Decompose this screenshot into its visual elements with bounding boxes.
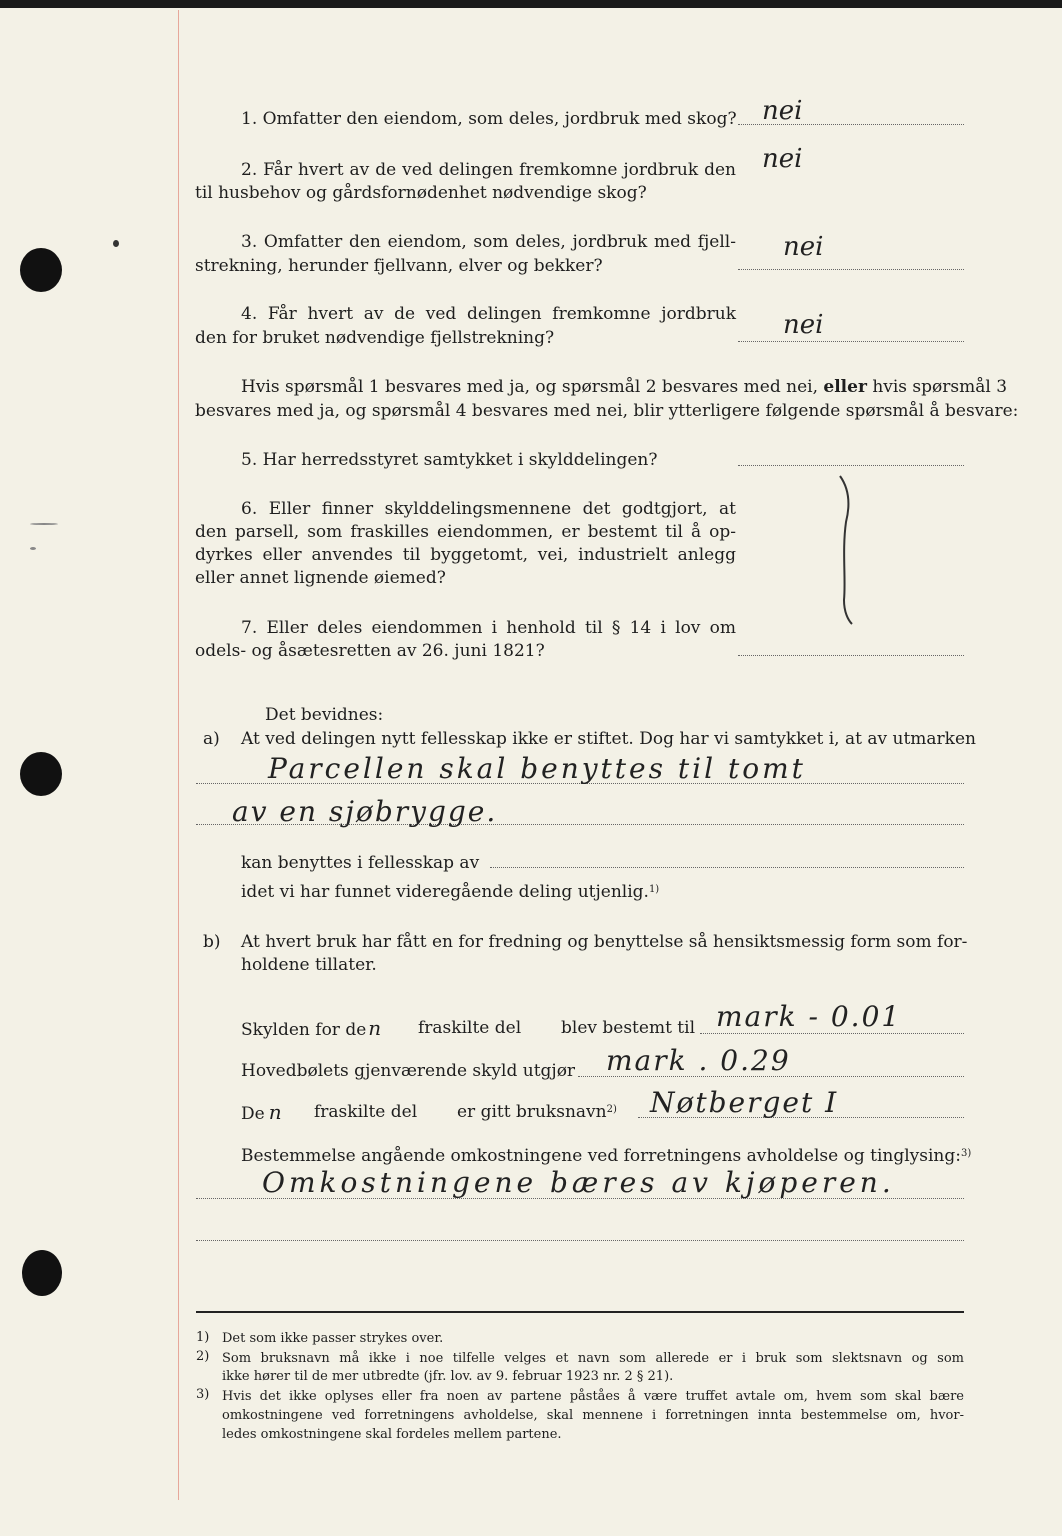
skyld-label: Skylden for de n [241, 1016, 382, 1040]
footnote-3-mark: 3) [196, 1387, 210, 1402]
answer-1-handwritten: nei [762, 96, 803, 126]
question-4-line1: 4. Får hvert av de ved delingen fremkomne jordbruk [241, 304, 736, 324]
item-a-marker: a) [203, 729, 220, 749]
name-value-handwritten: Nøtberget I [650, 1086, 839, 1119]
question-6-line1: 6. Eller finner skylddelingsmennene det godtgjort, at [241, 499, 736, 519]
question-6-line3: dyrkes eller anvendes til byggetomt, vei, industrielt anlegg [195, 545, 736, 565]
answer-line [738, 655, 964, 656]
handwritten-brace [832, 470, 862, 630]
question-2-line1: 2. Får hvert av de ved delingen fremkomne jordbruk den [241, 160, 736, 180]
declaration-intro: Det bevidnes: [265, 705, 384, 725]
condition-line1: Hvis spørsmål 1 besvares med ja, og spørsmål 2 besvares med nei, eller hvis spørsmål 3 [241, 377, 1008, 397]
margin-line [178, 10, 179, 1500]
answer-line [700, 1033, 964, 1034]
item-a-text: At ved delingen nytt fellesskap ikke er stiftet. Dog har vi samtykket i, at av utmarken [241, 729, 976, 749]
cost-label: Bestemmelse angående omkostningene ved forretningens avholdelse og tinglysing:$^{3)}$ [241, 1146, 972, 1166]
footnote-1: Det som ikke passer strykes over. [222, 1331, 444, 1346]
footnote-rule [196, 1311, 964, 1313]
answer-3-handwritten: nei [783, 232, 824, 262]
item-a-handwritten-line2: av en sjøbrygge. [232, 795, 498, 828]
question-4-line2: den for bruket nødvendige fjellstrekning? [195, 328, 555, 348]
question-7-line2: odels- og åsætesretten av 26. juni 1821? [195, 641, 545, 661]
condition-line2: besvares med ja, og spørsmål 4 besvares med nei, blir ytterligere følgende spørsmål å besvare: [195, 401, 1019, 421]
item-a-reason: idet vi har funnet videregående deling utjenlig.$^{1)}$ [241, 882, 660, 902]
answer-2-handwritten: nei [762, 144, 803, 174]
footnote-3-line3: ledes omkostningene skal fordeles mellem partene. [222, 1427, 562, 1442]
question-5: 5. Har herredsstyret samtykket i skylddelingen? [241, 450, 658, 470]
answer-4-handwritten: nei [783, 310, 824, 340]
skyld-mid: fraskilte del [418, 1018, 522, 1038]
punch-hole [22, 1250, 62, 1296]
item-b-line1: At hvert bruk har fått en for fredning og benyttelse så hensiktsmessig form som for- [241, 932, 968, 952]
name-label: De n [241, 1100, 282, 1124]
handwriting-line [196, 1240, 964, 1241]
answer-line [738, 341, 964, 342]
name-tail: er gitt bruksnavn$^{2)}$ [457, 1102, 617, 1122]
punch-hole [20, 752, 62, 796]
cost-value-handwritten: Omkostningene bæres av kjøperen. [262, 1166, 895, 1199]
question-2-line2: til husbehov og gårdsfornødenhet nødvendige skog? [195, 183, 647, 203]
name-mid: fraskilte del [314, 1102, 418, 1122]
item-b-line2: holdene tillater. [241, 955, 377, 975]
ink-speck [30, 523, 58, 525]
question-3-line1: 3. Omfatter den eiendom, som deles, jordbruk med fjell- [241, 232, 736, 252]
question-3-line2: strekning, herunder fjellvann, elver og bekker? [195, 256, 603, 276]
answer-line [738, 269, 964, 270]
question-6-line2: den parsell, som fraskilles eiendommen, er bestemt til å op- [195, 522, 736, 542]
footnote-2-mark: 2) [196, 1349, 210, 1364]
ink-speck [113, 240, 119, 247]
skyld-tail: blev bestemt til [561, 1018, 696, 1038]
question-1: 1. Omfatter den eiendom, som deles, jordbruk med skog? [241, 109, 737, 129]
rest-label: Hovedbølets gjenværende skyld utgjør [241, 1061, 576, 1081]
footnote-3-line1: Hvis det ikke oplyses eller fra noen av partene påståes å være truffet avtale om, hvem som skal bære [222, 1389, 964, 1404]
answer-line [490, 867, 964, 868]
footnote-2-line1: Som bruksnavn må ikke i noe tilfelle velges et navn som allerede er i bruk som slektsnavn og som [222, 1351, 964, 1366]
footnote-1-mark: 1) [196, 1330, 210, 1345]
question-7-line1: 7. Eller deles eiendommen i henhold til § 14 i lov om [241, 618, 736, 638]
scan-top-edge [0, 0, 1062, 8]
punch-hole [20, 248, 62, 292]
skyld-value-handwritten: mark - 0.01 [716, 1000, 902, 1033]
ink-speck [30, 547, 36, 550]
item-a-common: kan benyttes i fellesskap av [241, 853, 480, 873]
question-6-line4: eller annet lignende øiemed? [195, 568, 446, 588]
answer-line [738, 465, 964, 466]
item-b-marker: b) [203, 932, 221, 952]
item-a-handwritten-line1: Parcellen skal benyttes til tomt [268, 752, 806, 785]
footnote-3-line2: omkostningene ved forretningens avholdelse, skal mennene i forretningen innta bestemmelse om, hvor- [222, 1408, 964, 1423]
footnote-2-line2: ikke hører til de mer utbredte (jfr. lov. av 9. februar 1923 nr. 2 § 21). [222, 1369, 674, 1384]
rest-value-handwritten: mark . 0.29 [606, 1044, 791, 1077]
